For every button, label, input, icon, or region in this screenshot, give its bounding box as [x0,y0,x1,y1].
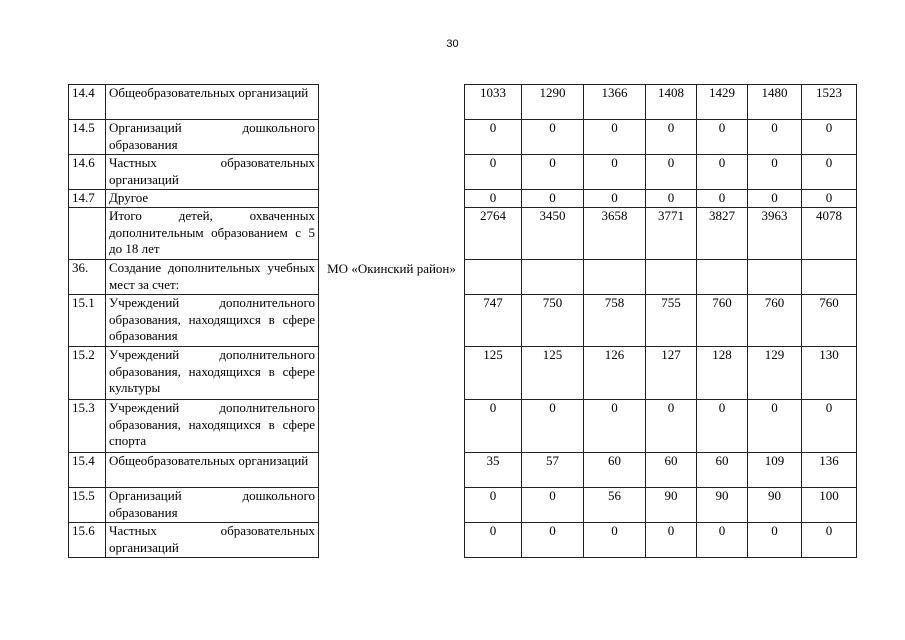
year-value-cell: 0 [522,190,584,208]
year-value-cell: 57 [522,453,584,488]
year-value-cell: 56 [584,488,646,523]
row-number-cell: 15.5 [69,488,106,523]
indicator-name-cell: Создание дополнительных учебных мест за счет: [106,260,319,295]
row-number-cell: 15.2 [69,347,106,400]
year-value-cell: 0 [522,155,584,190]
year-value-cell: 90 [646,488,697,523]
responsible-cell-empty [319,85,465,260]
year-value-cell: 100 [802,488,857,523]
year-value-cell: 125 [522,347,584,400]
indicator-name-cell: Учреждений дополнительного образования, находящихся в сфере образования [106,295,319,347]
year-value-cell: 0 [748,120,802,155]
row-number-cell: 14.5 [69,120,106,155]
year-value-cell: 0 [584,120,646,155]
year-value-cell: 0 [802,190,857,208]
year-value-cell [522,260,584,295]
year-value-cell: 3450 [522,208,584,260]
year-value-cell: 0 [646,400,697,453]
year-value-cell: 60 [697,453,748,488]
year-value-cell: 1366 [584,85,646,120]
indicator-name-cell: Организаций дошкольного образования [106,120,319,155]
year-value-cell [584,260,646,295]
year-value-cell: 129 [748,347,802,400]
indicator-name-cell: Частных образовательных организаций [106,523,319,558]
year-value-cell: 136 [802,453,857,488]
year-value-cell: 1033 [465,85,522,120]
year-value-cell: 0 [522,523,584,558]
year-value-cell [465,260,522,295]
indicator-name-cell: Итого детей, охваченных дополнительным образованием с 5 до 18 лет [106,208,319,260]
year-value-cell: 1290 [522,85,584,120]
year-value-cell: 1408 [646,85,697,120]
row-number-cell: 15.6 [69,523,106,558]
row-number-cell: 14.6 [69,155,106,190]
year-value-cell: 760 [697,295,748,347]
responsible-cell: МО «Окинский район» [327,260,456,276]
row-number-cell: 15.4 [69,453,106,488]
year-value-cell: 3658 [584,208,646,260]
row-number-cell: 36. [69,260,106,295]
year-value-cell [646,260,697,295]
year-value-cell: 0 [802,155,857,190]
indicator-name-cell: Общеобразовательных организаций [106,85,319,120]
year-value-cell: 0 [646,155,697,190]
year-value-cell: 0 [748,190,802,208]
row-number-cell [69,208,106,260]
year-value-cell: 747 [465,295,522,347]
year-value-cell: 3963 [748,208,802,260]
year-value-cell: 0 [584,155,646,190]
year-value-cell: 0 [584,400,646,453]
year-value-cell: 60 [646,453,697,488]
indicator-name-cell: Учреждений дополнительного образования, находящихся в сфере культуры [106,347,319,400]
year-value-cell: 130 [802,347,857,400]
year-value-cell [748,260,802,295]
year-value-cell: 0 [465,155,522,190]
year-value-cell: 90 [697,488,748,523]
table-row [69,260,857,295]
year-value-cell: 0 [584,190,646,208]
indicator-name-cell: Частных образовательных организаций [106,155,319,190]
year-value-cell: 60 [584,453,646,488]
year-value-cell: 2764 [465,208,522,260]
year-value-cell: 0 [465,523,522,558]
year-value-cell: 3827 [697,208,748,260]
year-value-cell: 0 [697,190,748,208]
page-number: 30 [446,38,459,50]
year-value-cell: 0 [697,400,748,453]
year-value-cell: 109 [748,453,802,488]
year-value-cell: 128 [697,347,748,400]
year-value-cell: 4078 [802,208,857,260]
year-value-cell: 0 [802,120,857,155]
year-value-cell: 0 [465,190,522,208]
year-value-cell: 0 [522,120,584,155]
year-value-cell: 0 [584,523,646,558]
year-value-cell: 755 [646,295,697,347]
year-value-cell [697,260,748,295]
year-value-cell [802,260,857,295]
year-value-cell: 0 [646,523,697,558]
year-value-cell: 0 [646,190,697,208]
year-value-cell: 0 [802,523,857,558]
year-value-cell: 750 [522,295,584,347]
year-value-cell: 760 [748,295,802,347]
year-value-cell: 35 [465,453,522,488]
year-value-cell: 125 [465,347,522,400]
table-row [69,85,857,120]
year-value-cell: 127 [646,347,697,400]
year-value-cell: 1480 [748,85,802,120]
year-value-cell: 0 [522,400,584,453]
year-value-cell: 0 [522,488,584,523]
year-value-cell: 0 [748,523,802,558]
indicator-name-cell: Организаций дошкольного образования [106,488,319,523]
year-value-cell: 1523 [802,85,857,120]
year-value-cell: 0 [697,523,748,558]
indicator-name-cell: Учреждений дополнительного образования, находящихся в сфере спорта [106,400,319,453]
year-value-cell: 1429 [697,85,748,120]
year-value-cell: 760 [802,295,857,347]
indicator-name-cell: Общеобразовательных организаций [106,453,319,488]
year-value-cell: 0 [802,400,857,453]
year-value-cell: 0 [748,400,802,453]
row-number-cell: 14.4 [69,85,106,120]
year-value-cell: 0 [697,155,748,190]
year-value-cell: 0 [748,155,802,190]
indicator-name-cell: Другое [106,190,319,208]
year-value-cell: 3771 [646,208,697,260]
row-number-cell: 15.1 [69,295,106,347]
year-value-cell: 0 [697,120,748,155]
year-value-cell: 126 [584,347,646,400]
year-value-cell: 0 [465,400,522,453]
indicator-table [68,84,857,558]
year-value-cell: 90 [748,488,802,523]
row-number-cell: 14.7 [69,190,106,208]
year-value-cell: 0 [646,120,697,155]
row-number-cell: 15.3 [69,400,106,453]
year-value-cell: 0 [465,488,522,523]
year-value-cell: 758 [584,295,646,347]
year-value-cell: 0 [465,120,522,155]
